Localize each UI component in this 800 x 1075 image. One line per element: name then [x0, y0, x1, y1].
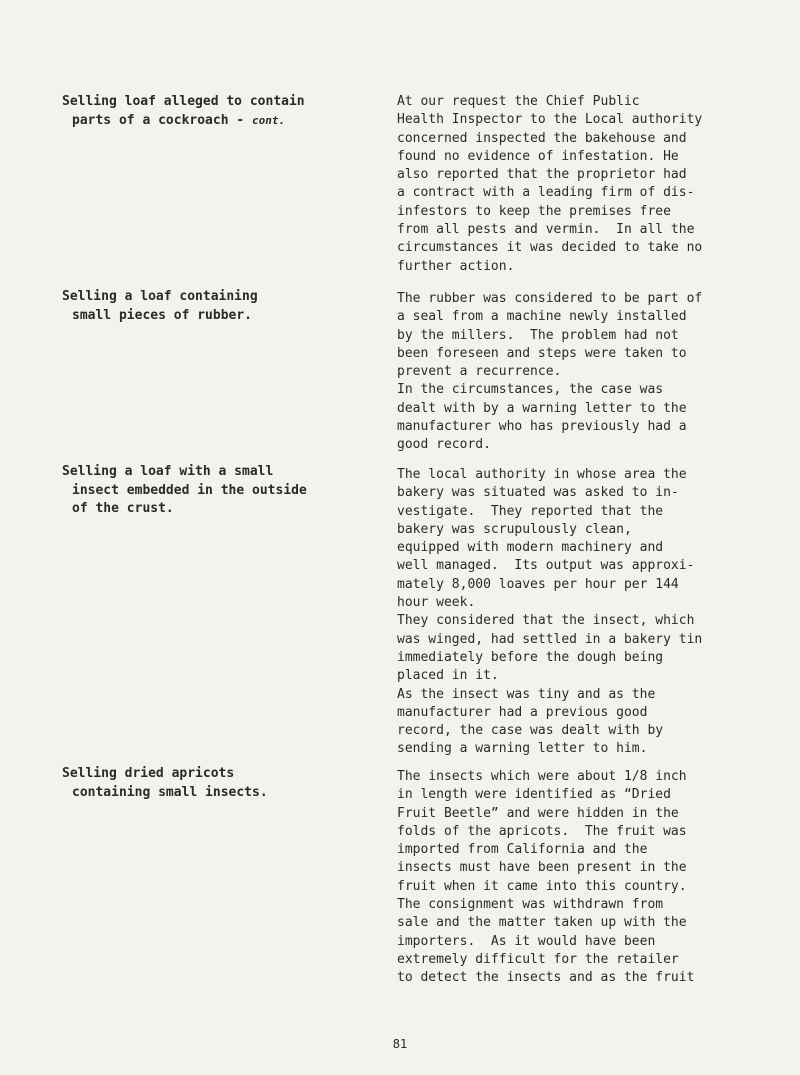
body-line: prevent a recurrence. [397, 364, 562, 380]
body-line: mately 8,000 loaves per hour per 144 [397, 576, 679, 592]
entry-heading [62, 765, 352, 802]
heading-line: small pieces of rubber. [72, 307, 253, 323]
body-line: importers. As it would have been [397, 933, 656, 949]
body-line: record, the case was dealt with by [397, 723, 664, 739]
body-line: in length were identified as “Dried [397, 787, 671, 803]
body-line: imported from California and the [397, 842, 648, 858]
body-line: At our request the Chief Public [397, 94, 640, 109]
body-line: As the insect was tiny and as the [397, 686, 656, 702]
heading-line: Selling a loaf containing [62, 289, 258, 304]
body-line: a contract with a leading firm of dis- [397, 185, 695, 201]
body-line: a seal from a machine newly installed [397, 309, 687, 325]
body-line: dealt with by a warning letter to the [397, 400, 687, 416]
body-line: immediately before the dough being [397, 649, 664, 665]
body-line: been foreseen and steps were taken to [397, 345, 687, 361]
body-line: extremely difficult for the retailer [397, 951, 679, 967]
body-line: fruit when it came into this country. [397, 878, 687, 894]
body-line: found no evidence of infestation. He [397, 148, 679, 164]
body-line: further action. [397, 258, 515, 274]
body-line: In the circumstances, the case was [397, 382, 664, 398]
entry-heading [62, 93, 352, 130]
body-line: manufacturer had a previous good [397, 704, 648, 720]
body-line: sale and the matter taken up with the [397, 915, 687, 931]
body-line: The consignment was withdrawn from [397, 897, 664, 913]
body-line: to detect the insects and as the fruit [397, 970, 695, 986]
body-line: Fruit Beetle” and were hidden in the [397, 805, 679, 821]
body-line: was winged, had settled in a bakery tin [397, 631, 703, 647]
heading-line: insect embedded in the outside [72, 482, 307, 498]
heading-line: of the crust. [72, 501, 174, 516]
body-line: from all pests and vermin. In all the [397, 222, 695, 238]
continued-note: cont. [252, 113, 286, 127]
body-line: The rubber was considered to be part of [397, 291, 703, 306]
body-line: Health Inspector to the Local authority [397, 112, 703, 128]
entry-body [397, 466, 737, 759]
body-line: placed in it. [397, 668, 499, 684]
entry-body [397, 93, 737, 276]
body-line: also reported that the proprietor had [397, 167, 687, 183]
heading-line-text: parts of a cockroach - [72, 112, 253, 128]
page-number: 81 [392, 1037, 408, 1051]
body-line: bakery was situated was asked to in- [397, 485, 679, 501]
heading-line [62, 112, 352, 131]
body-line: The local authority in whose area the [397, 467, 687, 482]
body-line: by the millers. The problem had not [397, 327, 679, 343]
body-line: vestigate. They reported that the [397, 503, 664, 519]
body-line: bakery was scrupulously clean, [397, 521, 632, 537]
body-line: hour week. [397, 595, 476, 611]
body-line: insects must have been present in the [397, 860, 687, 876]
body-line: equipped with modern machinery and [397, 540, 664, 556]
body-line: folds of the apricots. The fruit was [397, 823, 687, 839]
body-line: The insects which were about 1/8 inch [397, 769, 687, 784]
body-line: well managed. Its output was approxi- [397, 558, 695, 574]
entry-heading [62, 288, 352, 325]
body-line: sending a warning letter to him. [397, 741, 648, 757]
heading-line: containing small insects. [72, 784, 268, 800]
entry-heading [62, 463, 352, 519]
body-line: circumstances it was decided to take no [397, 240, 703, 256]
body-line: manufacturer who has previously had a [397, 419, 687, 435]
body-line: infestors to keep the premises free [397, 203, 671, 219]
heading-line: Selling a loaf with a small [62, 464, 274, 479]
body-line: good record. [397, 437, 491, 453]
entry-body [397, 290, 737, 455]
heading-line: Selling dried apricots [62, 766, 235, 781]
entry-body [397, 768, 737, 988]
body-line: concerned inspected the bakehouse and [397, 130, 687, 146]
body-line: They considered that the insect, which [397, 613, 695, 629]
heading-line: Selling loaf alleged to contain [62, 94, 305, 109]
